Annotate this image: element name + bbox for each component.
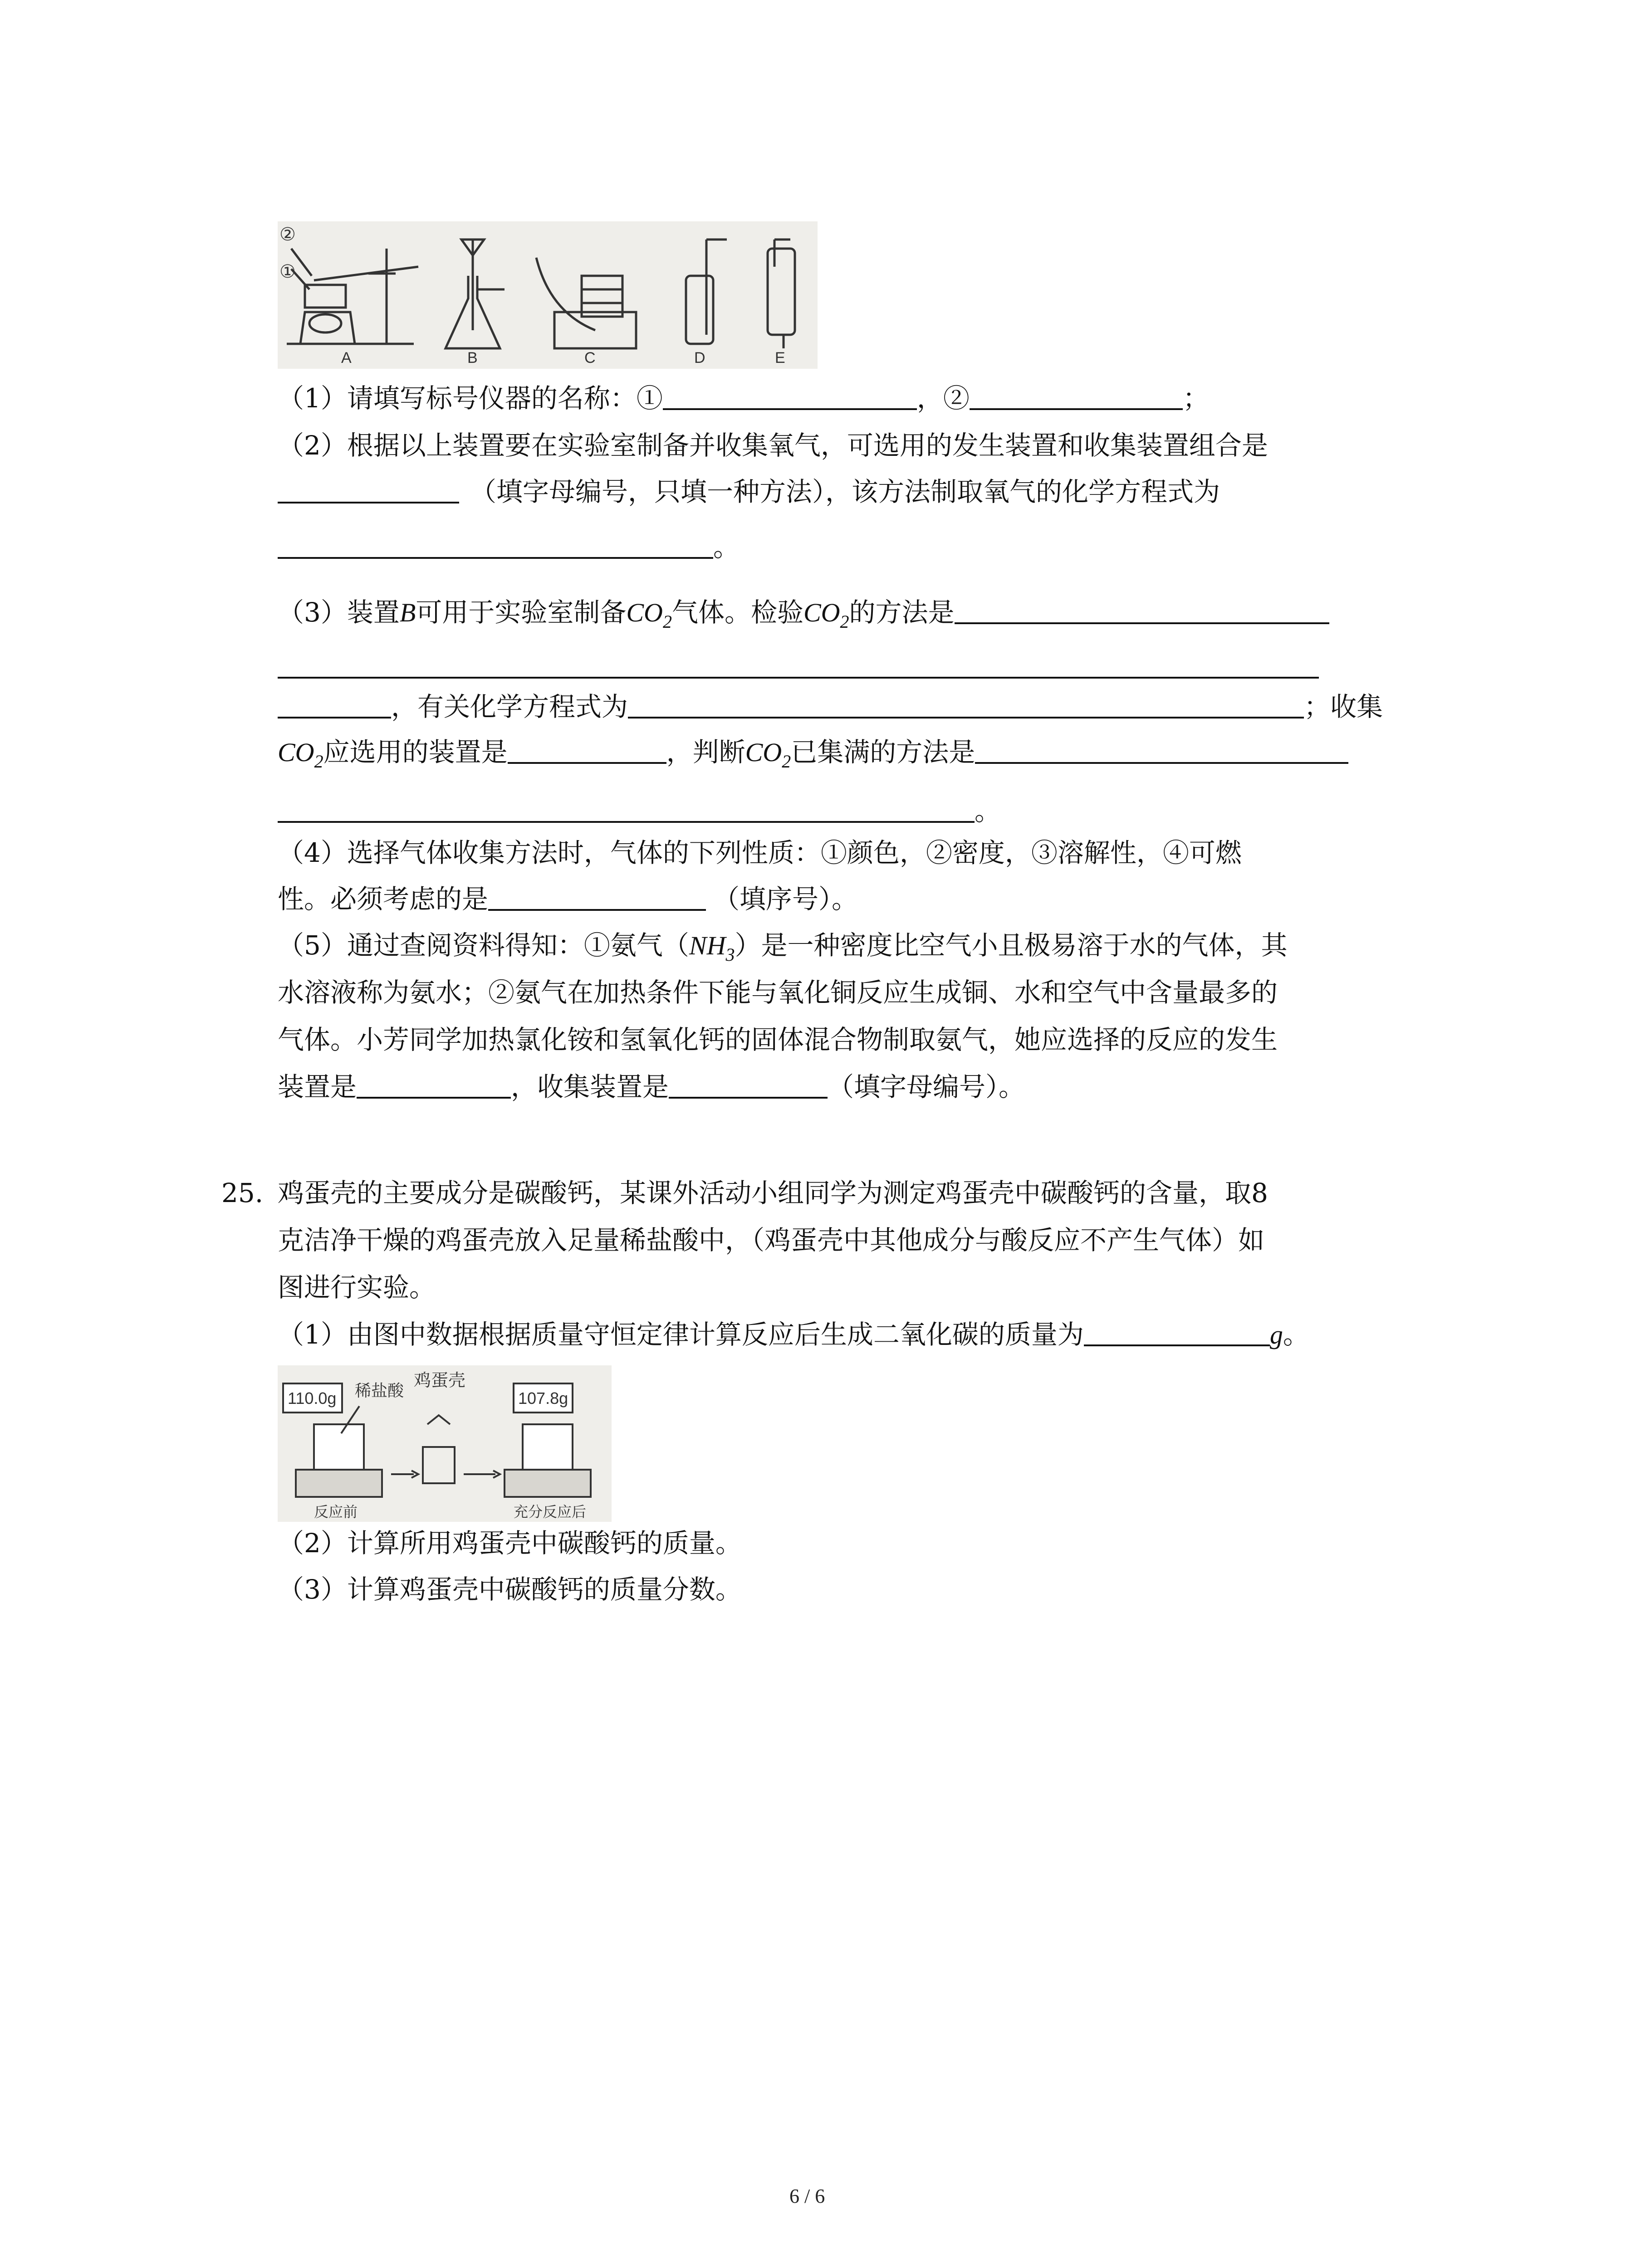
q24-p5-text-a: （5）通过查阅资料得知：①氨气（ bbox=[278, 930, 689, 961]
blank-device-combination[interactable] bbox=[278, 474, 459, 503]
formula-sub-2: 2 bbox=[840, 611, 849, 632]
blank-instrument-2[interactable] bbox=[970, 380, 1183, 410]
q24-part5-line4 bbox=[278, 1069, 1025, 1105]
q24-p3-end: 。 bbox=[975, 796, 1001, 826]
blank-co2-collect-device[interactable] bbox=[508, 734, 666, 764]
q24-p5-gen-label: 装置是 bbox=[278, 1071, 357, 1102]
q25-line2: 克洁净干燥的鸡蛋壳放入足量稀盐酸中，（鸡蛋壳中其他成分与酸反应不产生气体）如 bbox=[278, 1225, 1265, 1256]
q24-p5-collect-label: ，收集装置是 bbox=[511, 1071, 669, 1102]
q24-p4-text-a: 性。必须考虑的是 bbox=[278, 884, 489, 914]
mass-after-label: 107.8g bbox=[518, 1389, 568, 1408]
formula-sub-2: 2 bbox=[662, 611, 672, 632]
eggshell-label: 鸡蛋壳 bbox=[414, 1371, 466, 1390]
blank-nh3-collector[interactable] bbox=[669, 1069, 828, 1099]
q25-number: 25. bbox=[221, 1178, 264, 1208]
q24-part2-line3 bbox=[278, 529, 740, 565]
q25-p1-end: 。 bbox=[1283, 1319, 1309, 1350]
q24-part5-line1 bbox=[278, 927, 1288, 973]
blank-co2-mass[interactable] bbox=[1084, 1316, 1270, 1346]
acid-label: 稀盐酸 bbox=[355, 1381, 404, 1400]
blank-co2-full-method[interactable] bbox=[975, 734, 1348, 764]
blank-co2-test-method[interactable] bbox=[955, 594, 1329, 624]
page-number: 6 / 6 bbox=[789, 2185, 825, 2207]
blank-co2-full-method-cont[interactable] bbox=[278, 793, 975, 823]
label-e: E bbox=[775, 349, 785, 367]
blank-nh3-generator[interactable] bbox=[357, 1069, 511, 1099]
q24-p3-text-d: 气体。检验 bbox=[671, 597, 803, 628]
caption-before: 反应前 bbox=[314, 1504, 358, 1520]
q24-p3-text-c: 可用于实验室制备 bbox=[416, 597, 627, 628]
blank-oxygen-equation[interactable] bbox=[278, 529, 713, 559]
q25-part3: （3）计算鸡蛋壳中碳酸钙的质量分数。 bbox=[278, 1574, 742, 1605]
label-a: A bbox=[341, 349, 352, 367]
q24-p1-mid: ，② bbox=[916, 383, 970, 414]
q24-p2-line2-text: （填字母编号，只填一种方法），该方法制取氧气的化学方程式为 bbox=[470, 476, 1220, 507]
q24-p2-line3-end: 。 bbox=[713, 532, 740, 562]
blank-co2-test-method-cont[interactable] bbox=[278, 649, 1319, 679]
caption-after: 充分反应后 bbox=[514, 1504, 587, 1520]
q24-p1-prefix: （1）请填写标号仪器的名称：① bbox=[278, 383, 663, 414]
q24-part3-line4 bbox=[278, 734, 1348, 780]
q24-part5-line3: 气体。小芳同学加热氯化铵和氢氧化钙的固体混合物制取氨气，她应选择的反应的发生 bbox=[278, 1024, 1278, 1055]
q24-p4-text-b: （填序号）。 bbox=[713, 884, 858, 914]
blank-properties[interactable] bbox=[488, 881, 706, 911]
q24-part5-line2: 水溶液称为氨水；②氨气在加热条件下能与氧化铜反应生成铜、水和空气中含量最多的 bbox=[278, 977, 1278, 1008]
q25-line3: 图进行实验。 bbox=[278, 1272, 436, 1303]
q24-p5-text-b: ）是一种密度比空气小且极易溶于水的气体，其 bbox=[735, 930, 1288, 961]
q24-part3-line3 bbox=[278, 689, 1383, 725]
label-c: C bbox=[584, 349, 596, 367]
q24-part3-line1 bbox=[278, 594, 1329, 640]
blank-instrument-1[interactable] bbox=[663, 380, 917, 410]
unit-g: g bbox=[1269, 1320, 1283, 1349]
q24-p1-end: ； bbox=[1182, 383, 1209, 414]
q24-part1 bbox=[278, 380, 1209, 416]
formula-sub-2: 2 bbox=[782, 751, 791, 772]
q25-part2: （2）计算所用鸡蛋壳中碳酸钙的质量。 bbox=[278, 1528, 742, 1559]
mass-before-label: 110.0g bbox=[288, 1389, 337, 1408]
q24-p3-text-a: （3）装置 bbox=[278, 597, 400, 628]
q25-line1: 鸡蛋壳的主要成分是碳酸钙，某课外活动小组同学为测定鸡蛋壳中碳酸钙的含量，取8 bbox=[278, 1178, 1268, 1208]
q24-part3-line5 bbox=[278, 793, 1001, 829]
formula-co2: CO bbox=[626, 598, 663, 627]
blank-co2-equation[interactable] bbox=[628, 689, 1304, 719]
formula-co2: CO bbox=[745, 738, 782, 767]
q24-p3-text-e: 的方法是 bbox=[849, 597, 955, 628]
q24-p3-full-label: 已集满的方法是 bbox=[791, 737, 975, 767]
q24-part2-line2 bbox=[278, 474, 1220, 510]
formula-nh3: NH bbox=[689, 931, 726, 960]
q25-part1 bbox=[278, 1316, 1309, 1353]
formula-sub-3: 3 bbox=[725, 944, 735, 965]
q24-p3-device-label: 应选用的装置是 bbox=[323, 737, 508, 767]
blank-co2-test-method-end[interactable] bbox=[278, 689, 391, 719]
q24-p3-collect-label: ；收集 bbox=[1304, 691, 1383, 722]
q24-p3-equation-label: ，有关化学方程式为 bbox=[391, 691, 628, 722]
q24-p3-device-b: B bbox=[399, 598, 416, 627]
balance-figure bbox=[278, 1365, 612, 1522]
q24-part3-line2 bbox=[278, 649, 1319, 685]
formula-co2: CO bbox=[278, 738, 314, 767]
formula-sub-2: 2 bbox=[314, 751, 323, 772]
apparatus-drawing bbox=[278, 221, 818, 369]
label-b: B bbox=[467, 349, 478, 367]
marker-2: ② bbox=[279, 225, 296, 244]
q24-p3-judge-label: ，判断 bbox=[666, 737, 745, 767]
marker-1: ① bbox=[279, 262, 296, 282]
label-d: D bbox=[694, 349, 705, 367]
q24-part4-line1: （4）选择气体收集方法时，气体的下列性质：①颜色，②密度，③溶解性，④可燃 bbox=[278, 837, 1242, 868]
formula-co2: CO bbox=[803, 598, 840, 627]
q24-part4-line2 bbox=[278, 881, 858, 917]
q24-p5-end: （填字母编号）。 bbox=[828, 1071, 1025, 1102]
q25-p1-text: （1）由图中数据根据质量守恒定律计算反应后生成二氧化碳的质量为 bbox=[278, 1319, 1084, 1350]
apparatus-figure bbox=[278, 221, 818, 369]
q24-part2-line1: （2）根据以上装置要在实验室制备并收集氧气，可选用的发生装置和收集装置组合是 bbox=[278, 430, 1268, 461]
